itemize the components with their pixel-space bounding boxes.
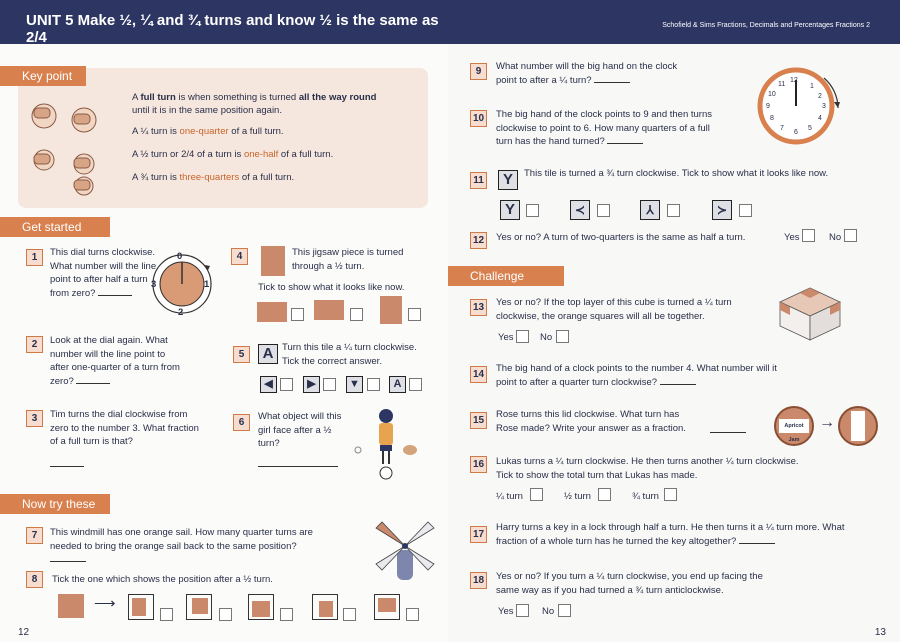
question-1-text: This dial turns clockwise. What number will the line point to after half a turn from zero?: [50, 247, 157, 299]
question-8-text: Tick the one which shows the position after a ½ turn.: [52, 574, 273, 585]
page-number-right: 13: [874, 627, 886, 638]
key-point-three-quarter: A ¾ turn is three-quarters of a full turn.: [132, 172, 295, 183]
question-4-instruction: Tick to show what it looks like now.: [258, 282, 405, 293]
question-number: 6: [233, 414, 250, 431]
no-tick-box[interactable]: [558, 604, 571, 617]
option-1-frame: [128, 594, 154, 620]
question-number: 17: [470, 526, 487, 543]
quarter-turn-label: ¼ turn: [496, 491, 523, 502]
question-18-text: Yes or no? If you turn a ¼ turn clockwise, you end up facing the same way as if you had turned a ¾ turn anticlockwise.: [496, 571, 763, 596]
jigsaw-piece-icon: [261, 246, 285, 276]
tick-box[interactable]: [597, 204, 610, 217]
tick-box[interactable]: [667, 204, 680, 217]
question-11-text: This tile is turned a ¾ turn clockwise. Tick to show what it looks like now.: [524, 168, 829, 179]
answer-line[interactable]: [594, 82, 630, 83]
question-14-text: The big hand of a clock points to the number 4. What number will it point to after a quarter turn clockwise?: [496, 363, 777, 388]
tick-box[interactable]: [739, 204, 752, 217]
yes-tick-box[interactable]: [802, 229, 815, 242]
yes-label: Yes: [498, 606, 514, 617]
tick-box[interactable]: [530, 488, 543, 501]
clock-label: 1: [810, 83, 814, 90]
clock-label: 3: [822, 103, 826, 110]
question-3-text: Tim turns the dial clockwise from zero to the number 3. What fraction of a full turn is that?: [50, 409, 199, 447]
yes-label: Yes: [498, 332, 514, 343]
tile-option-3-icon: ▼: [346, 376, 363, 393]
dial-label: 0: [177, 251, 183, 262]
clock-label: 8: [770, 115, 774, 122]
dial-label: 2: [178, 307, 184, 318]
half-turn-label: ½ turn: [564, 491, 591, 502]
question-5-instruction: Tick the correct answer.: [282, 356, 382, 367]
question-number: 2: [26, 336, 43, 353]
yes-label: Yes: [784, 232, 800, 243]
tile-option-2-icon: ▶: [303, 376, 320, 393]
question-7-text: This windmill has one orange sail. How many quarter turns are needed to bring the orange sail back to the same position?: [50, 526, 330, 567]
dial-label: 1: [204, 279, 210, 290]
key-point-line2: until it is in the same position again.: [132, 105, 282, 116]
tick-box[interactable]: [323, 378, 336, 391]
tick-box[interactable]: [598, 488, 611, 501]
clock-label: 9: [766, 103, 770, 110]
series-title: Schofield & Sims Fractions, Decimals and Percentages Fractions 2: [662, 22, 870, 29]
tick-box[interactable]: [280, 378, 293, 391]
question-9-text: What number will the big hand on the clock point to after a ¼ turn?: [496, 61, 678, 86]
question-2-text: Look at the dial again. What number will the line point to after one-quarter of a turn from zero?: [50, 335, 180, 387]
option-4-frame: [312, 594, 338, 620]
question-12-text: Yes or no? A turn of two-quarters is the same as half a turn.: [496, 232, 746, 243]
clock-label: 4: [818, 115, 822, 122]
tile-a-icon: A: [258, 344, 278, 364]
question-4-text: This jigsaw piece is turned through a ½ turn.: [292, 247, 404, 272]
clock-label: 10: [768, 91, 776, 98]
tick-box[interactable]: [219, 608, 232, 621]
y-option-3-icon: ⅄: [640, 200, 660, 220]
yes-tick-box[interactable]: [516, 604, 529, 617]
no-label: No: [540, 332, 553, 343]
key-point-quarter: A ¼ turn is one-quarter of a full turn.: [132, 126, 284, 137]
question-number: 9: [470, 63, 487, 80]
y-option-2-icon: ≺: [570, 200, 590, 220]
option-2-shape: [192, 598, 208, 614]
right-page: [448, 0, 900, 642]
question-number: 15: [470, 412, 487, 429]
answer-line[interactable]: [739, 543, 775, 544]
challenge-heading: Challenge: [448, 266, 564, 286]
tile-option-4-icon: A: [389, 376, 406, 393]
clock-label: 11: [778, 81, 786, 88]
question-number: 18: [470, 572, 487, 589]
get-started-heading: Get started: [0, 217, 110, 237]
no-label: No: [542, 606, 555, 617]
jigsaw-option-2-icon: [314, 300, 344, 320]
three-quarter-turn-label: ¾ turn: [632, 491, 659, 502]
no-tick-box[interactable]: [844, 229, 857, 242]
tick-box[interactable]: [409, 378, 422, 391]
lid-label: Apricot Jam: [779, 419, 809, 433]
start-shape-icon: [58, 594, 84, 618]
question-number: 4: [231, 248, 248, 265]
y-option-4-icon: ≻: [712, 200, 732, 220]
tick-box[interactable]: [406, 608, 419, 621]
tick-box[interactable]: [367, 378, 380, 391]
now-try-heading: Now try these: [0, 494, 110, 514]
question-16-instruction: Tick to show the total turn that Lukas has made.: [496, 470, 698, 481]
option-3-frame: [248, 594, 274, 620]
question-number: 11: [470, 172, 487, 189]
option-5-shape: [378, 598, 396, 612]
no-label: No: [829, 232, 842, 243]
question-6-text: What object will this girl face after a ½ turn?: [258, 411, 342, 449]
tick-box[interactable]: [160, 608, 173, 621]
key-point-half: A ½ turn or 2/4 of a turn is one-half of a full turn.: [132, 149, 334, 160]
tick-box[interactable]: [408, 308, 421, 321]
question-17-text: Harry turns a key in a lock through half a turn. He then turns it a ¼ turn more. What fraction of a whole turn has he turned the key altogether?: [496, 522, 845, 547]
arrow-icon: →: [819, 414, 835, 431]
clock-label: 5: [808, 125, 812, 132]
tick-box[interactable]: [350, 308, 363, 321]
clock-label: 6: [794, 129, 798, 136]
option-2-frame: [186, 594, 212, 620]
clock-label: 2: [818, 93, 822, 100]
page-number-left: 12: [18, 627, 30, 638]
tick-box[interactable]: [664, 488, 677, 501]
option-3-shape: [252, 601, 270, 617]
question-16-text: Lukas turns a ¼ turn clockwise. He then turns another ¼ turn clockwise.: [496, 456, 799, 467]
answer-line[interactable]: [607, 143, 643, 144]
answer-line[interactable]: [76, 383, 110, 384]
jigsaw-option-3-icon: [380, 296, 402, 324]
option-1-shape: [132, 598, 146, 616]
tile-option-1-icon: ◀: [260, 376, 277, 393]
answer-line[interactable]: [660, 384, 696, 385]
option-4-shape: [319, 601, 333, 617]
question-number: 10: [470, 110, 487, 127]
question-number: 14: [470, 366, 487, 383]
arrow-icon: ⟶: [94, 595, 116, 612]
key-point-line1: A full turn is when something is turned all the way round: [132, 92, 377, 103]
question-number: 16: [470, 456, 487, 473]
answer-line[interactable]: [50, 466, 84, 467]
tile-y-icon: Y: [498, 170, 518, 190]
question-5-text: Turn this tile a ¼ turn clockwise.: [282, 342, 417, 353]
unit-title: UNIT 5 Make ½, ¼ and ¾ turns and know ½ is the same as 2/4: [26, 12, 439, 46]
question-number: 12: [470, 232, 487, 249]
answer-line[interactable]: [50, 561, 86, 562]
tick-box[interactable]: [526, 204, 539, 217]
no-tick-box[interactable]: [556, 330, 569, 343]
question-10-text: The big hand of the clock points to 9 and then turns clockwise to point to 6. How many quarters of a full turn has the hand turned?: [496, 109, 713, 147]
option-5-frame: [374, 594, 400, 620]
tick-box[interactable]: [280, 608, 293, 621]
tick-box[interactable]: [291, 308, 304, 321]
yes-tick-box[interactable]: [516, 330, 529, 343]
jigsaw-option-1-icon: [257, 302, 287, 322]
question-15-text: Rose turns this lid clockwise. What turn has Rose made? Write your answer as a fraction.: [496, 409, 686, 434]
question-number: 13: [470, 299, 487, 316]
question-number: 5: [233, 346, 250, 363]
key-point-heading: Key point: [0, 66, 86, 86]
question-number: 3: [26, 410, 43, 427]
question-number: 7: [26, 527, 43, 544]
answer-line[interactable]: [98, 295, 132, 296]
question-number: 1: [26, 249, 43, 266]
clock-label: 12: [790, 77, 798, 84]
tick-box[interactable]: [343, 608, 356, 621]
left-page: [0, 0, 448, 642]
answer-line[interactable]: [258, 466, 338, 467]
clock-label: 7: [780, 125, 784, 132]
y-option-1-icon: Y: [500, 200, 520, 220]
lid-label-rotated-icon: [851, 411, 865, 441]
answer-line[interactable]: [710, 432, 746, 433]
dial-label: 3: [151, 279, 157, 290]
question-number: 8: [26, 571, 43, 588]
question-13-text: Yes or no? If the top layer of this cube is turned a ¼ turn clockwise, the orange squares will all be together.: [496, 297, 732, 322]
